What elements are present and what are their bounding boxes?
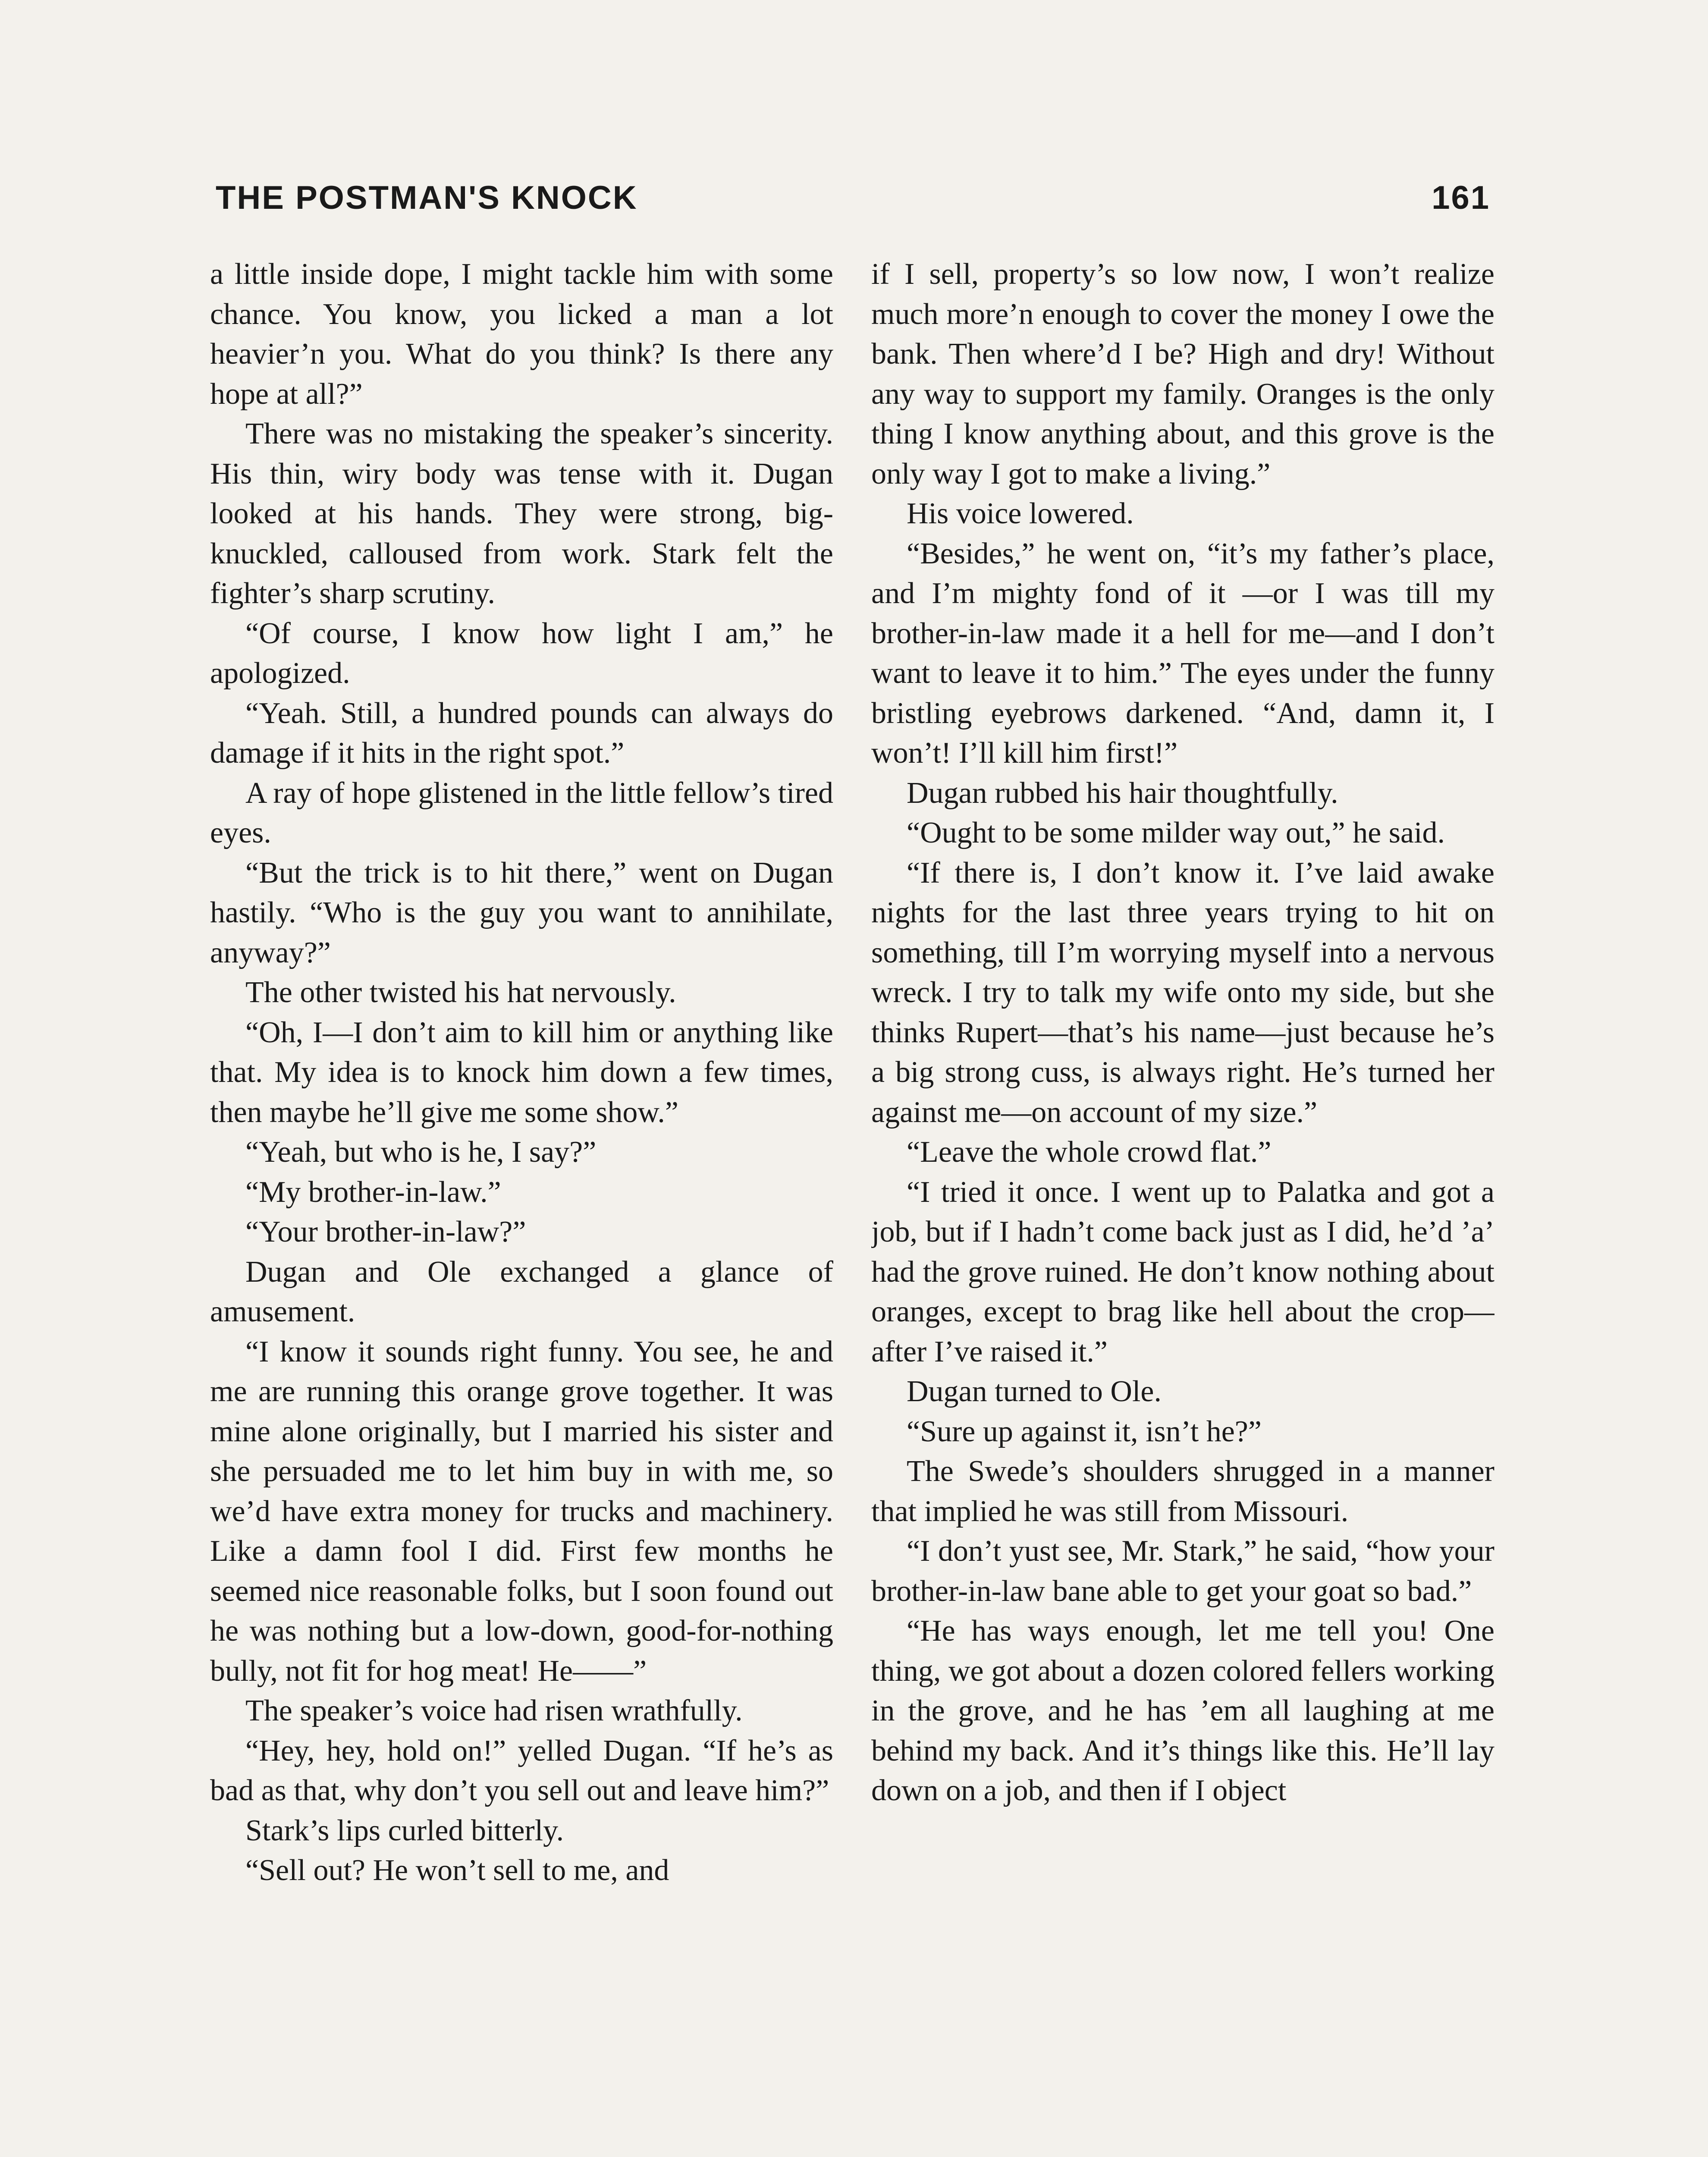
paragraph: “Ought to be some milder way out,” he said. bbox=[907, 816, 1445, 849]
paragraph: “Sell out? He won’t sell to me, and bbox=[245, 1854, 669, 1887]
paragraph: Dugan rubbed his hair thoughtfully. bbox=[907, 776, 1338, 810]
paragraph: “But the trick is to hit there,” went on Dugan hastily. “Who is the guy you want to annihilate, anyway?” bbox=[210, 856, 833, 969]
paragraph: “Your brother-in-law?” bbox=[245, 1215, 526, 1248]
paragraph: “Hey, hey, hold on!” yelled Dugan. “If he’s as bad as that, why don’t you sell out and leave him?” bbox=[210, 1734, 833, 1807]
page-number: 161 bbox=[1432, 179, 1490, 216]
running-head bbox=[216, 179, 1490, 217]
paragraph: His voice lowered. bbox=[907, 497, 1134, 530]
paragraph: if I sell, property’s so low now, I won’t realize much more’n enough to cover the money I owe the bank. Then where’d I be? High and dry! Without any way to support my family. Oranges is the only thing I know anything about, and this grove is the only way I got to make a living.” bbox=[871, 258, 1494, 491]
paragraph: The other twisted his hat nervously. bbox=[245, 976, 676, 1009]
paragraph: The speaker’s voice had risen wrathfully. bbox=[245, 1694, 743, 1727]
paragraph: “Yeah, but who is he, I say?” bbox=[245, 1135, 597, 1169]
paragraph: “Of course, I know how light I am,” he apologized. bbox=[210, 616, 833, 690]
left-text-column bbox=[210, 255, 833, 2157]
paragraph: “I tried it once. I went up to Palatka and got a job, but if I hadn’t come back just as I did, he’d ’a’ had the grove ruined. He don’t know nothing about oranges, except to brag like hell about the crop—after I’ve raised it.” bbox=[871, 1175, 1494, 1368]
paragraph: The Swede’s shoulders shrugged in a manner that implied he was still from Missouri. bbox=[871, 1455, 1494, 1528]
paragraph: “I know it sounds right funny. You see, he and me are running this orange grove together. It was mine alone originally, but I married his sister and she persuaded me to let him buy in with me, so we’d have extra money for trucks and machinery. Like a damn fool I did. First few months he seemed nice reasonable folks, but I soon found out he was nothing but a low-down, good-for-nothing bully, not fit for hog meat! He——” bbox=[210, 1335, 833, 1688]
paragraph: “Besides,” he went on, “it’s my father’s place, and I’m mighty fond of it —or I was till my brother-in-law made it a hell for me—and I don’t want to leave it to him.” The eyes under the funny bristling eyebrows darkened. “And, damn it, I won’t! I’ll kill him first!” bbox=[871, 537, 1494, 770]
right-text-column bbox=[871, 255, 1494, 2157]
paragraph: “He has ways enough, let me tell you! One thing, we got about a dozen colored fellers working in the grove, and he has ’em all laughing at me behind my back. And it’s things like this. He’ll lay down on a job, and then if I object bbox=[871, 1614, 1494, 1807]
paragraph: Dugan turned to Ole. bbox=[907, 1375, 1162, 1408]
paragraph: “Oh, I—I don’t aim to kill him or anything like that. My idea is to knock him down a few times, then maybe he’ll give me some show.” bbox=[210, 1016, 833, 1129]
paragraph: A ray of hope glistened in the little fellow’s tired eyes. bbox=[210, 776, 833, 849]
story-title: THE POSTMAN'S KNOCK bbox=[216, 179, 638, 216]
paragraph: “I don’t yust see, Mr. Stark,” he said, “how your brother-in-law bane able to get your goat so bad.” bbox=[871, 1534, 1494, 1608]
paragraph: There was no mistaking the speaker’s sincerity. His thin, wiry body was tense with it. Dugan looked at his hands. They were strong, big-knuckled, calloused from work. Stark felt the fighter’s sharp scrutiny. bbox=[210, 417, 833, 610]
paragraph: “Sure up against it, isn’t he?” bbox=[907, 1415, 1262, 1448]
paragraph: a little inside dope, I might tackle him with some chance. You know, you licked a man a lot heavier’n you. What do you think? Is there any hope at all?” bbox=[210, 258, 833, 411]
paragraph: “Leave the whole crowd flat.” bbox=[907, 1135, 1272, 1169]
paragraph: “My brother-in-law.” bbox=[245, 1175, 501, 1209]
paragraph: Dugan and Ole exchanged a glance of amusement. bbox=[210, 1255, 833, 1328]
paragraph: “Yeah. Still, a hundred pounds can always do damage if it hits in the right spot.” bbox=[210, 696, 833, 770]
paragraph: Stark’s lips curled bitterly. bbox=[245, 1814, 564, 1847]
paragraph: “If there is, I don’t know it. I’ve laid awake nights for the last three years trying to hit on something, till I’m worrying myself into a nervous wreck. I try to talk my wife onto my side, but she thinks Rupert—that’s his name—just because he’s a big strong cuss, is always right. He’s turned her against me—on account of my size.” bbox=[871, 856, 1494, 1129]
